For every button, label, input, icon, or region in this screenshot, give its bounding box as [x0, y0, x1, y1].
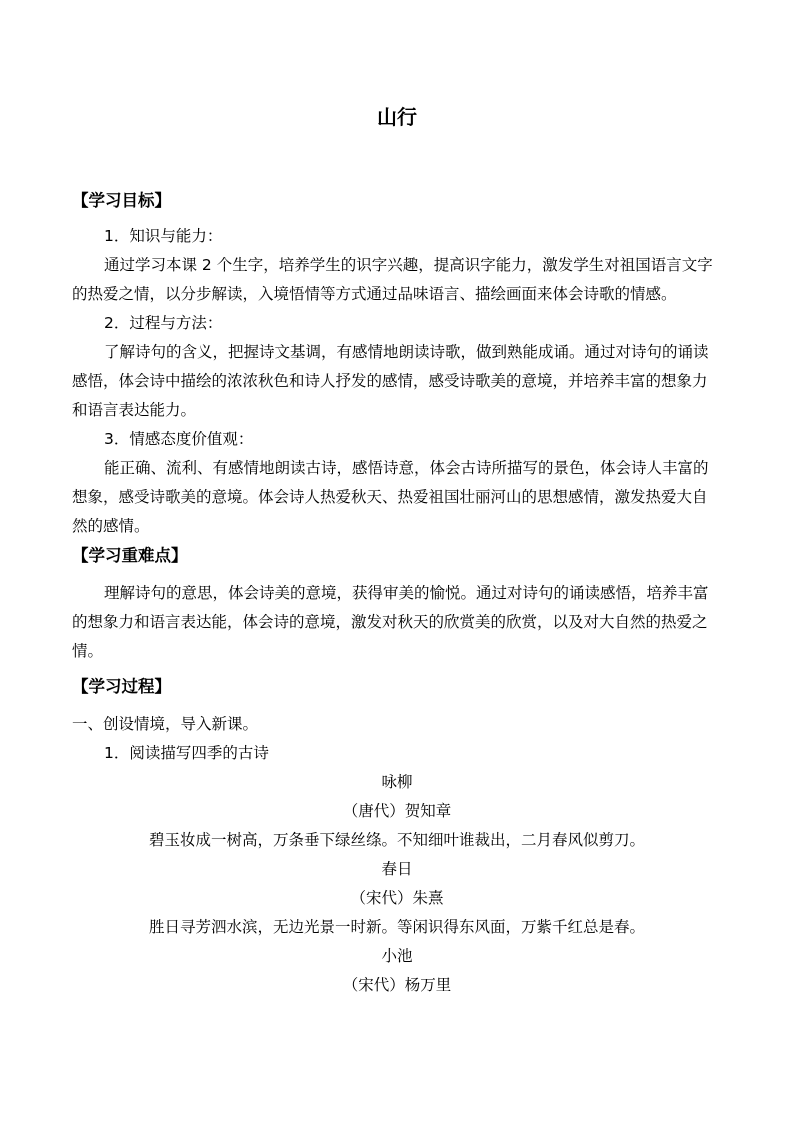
poem-1-text: 碧玉妆成一树高，万条垂下绿丝绦。不知细叶谁裁出，二月春风似剪刀。 — [148, 831, 645, 849]
process-step-1-1: 1．阅读描写四季的古诗 — [104, 744, 269, 762]
poem-2-title: 春日 — [381, 860, 413, 878]
objective-1-label: 1．知识与能力： — [104, 227, 223, 245]
poem-2-text: 胜日寻芳泗水滨，无边光景一时新。等闲识得东风面，万紫千红总是春。 — [148, 918, 645, 936]
objectives-heading: 【学习目标】 — [72, 191, 171, 210]
objective-2-label: 2．过程与方法： — [104, 314, 223, 332]
process-heading: 【学习过程】 — [72, 677, 171, 696]
document-body — [72, 186, 722, 1000]
poem-1-title: 咏柳 — [381, 773, 413, 791]
poem-1-author: （唐代）贺知章 — [342, 802, 452, 820]
objective-3-label: 3．情感态度价值观： — [104, 430, 254, 448]
objective-3-text: 能正确、流利、有感情地朗读古诗，感悟诗意，体会古诗所描写的景色，体会诗人丰富的想象，感受诗歌美的意境。体会诗人热爱秋天、热爱祖国壮丽河山的思想感情，激发热爱大自然的感情。 — [72, 459, 709, 535]
key-points-text: 理解诗句的意思，体会诗美的意境，获得审美的愉悦。通过对诗句的诵读感悟，培养丰富的想象力和语言表达能，体会诗的意境，激发对秋天的欣赏美的欣赏，以及对大自然的热爱之情。 — [72, 584, 709, 660]
objective-2-text: 了解诗句的含义，把握诗文基调，有感情地朗读诗歌，做到熟能成诵。通过对诗句的诵读感悟，体会诗中描绘的浓浓秋色和诗人抒发的感情，感受诗歌美的意境，并培养丰富的想象力和语言表达能力。 — [72, 343, 709, 419]
poem-2-author: （宋代）朱熹 — [350, 889, 444, 907]
process-step-1: 一、创设情境，导入新课。 — [72, 715, 259, 733]
document-title: 山行 — [377, 105, 417, 129]
objective-1-text: 通过学习本课 2 个生字，培养学生的识字兴趣，提高识字能力，激发学生对祖国语言文字的热爱之情，以分步解读，入境悟情等方式通过品味语言、描绘画面来体会诗歌的情感。 — [72, 256, 713, 303]
poem-3-author: （宋代）杨万里 — [342, 976, 452, 994]
poem-3-title: 小池 — [381, 947, 413, 965]
key-points-heading: 【学习重难点】 — [72, 546, 188, 565]
